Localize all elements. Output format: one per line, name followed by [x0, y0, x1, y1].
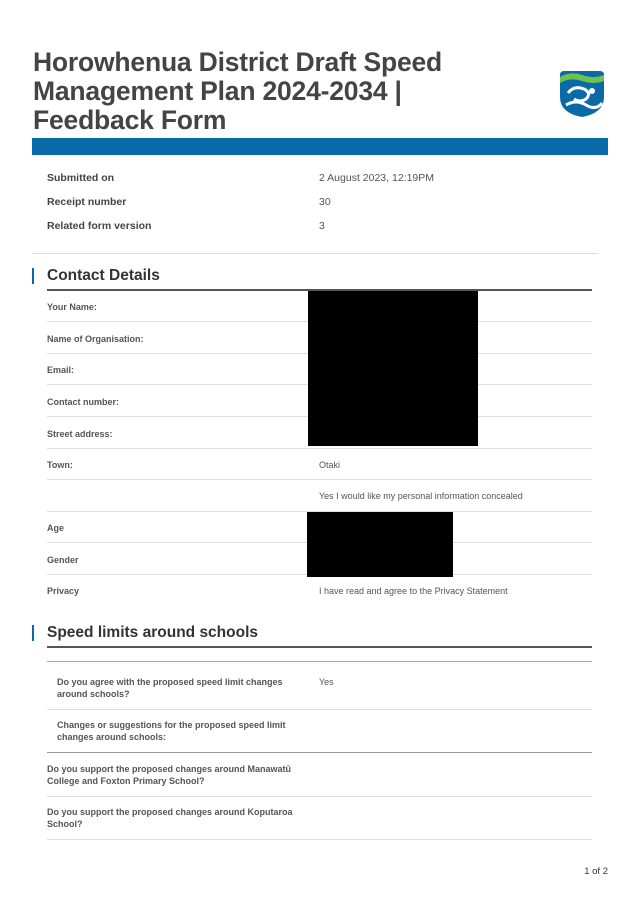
field-label-street-address: Street address: [47, 429, 113, 439]
meta-value: 2 August 2023, 12:19PM [319, 172, 435, 184]
question-label: Do you agree with the proposed speed limit changes around schools? [57, 677, 283, 699]
meta-label: Receipt number [47, 196, 127, 208]
row-divider [47, 796, 592, 797]
row-divider [47, 709, 592, 710]
meta-value: 30 [319, 196, 331, 208]
page-title: Horowhenua District Draft Speed Management Plan 2024-2034 | Feedback Form [33, 47, 443, 135]
redaction-block [308, 291, 478, 446]
field-label-email: Email: [47, 365, 75, 375]
field-label-contact-number: Contact number: [47, 397, 119, 407]
row-divider [47, 448, 592, 449]
section-marker [32, 625, 34, 641]
meta-label: Related form version [47, 220, 152, 232]
field-label-name: Your Name: [47, 302, 97, 312]
question-label: Changes or suggestions for the proposed speed limit changes around schools: [57, 720, 286, 742]
row-divider [47, 479, 592, 480]
field-label-gender: Gender [47, 555, 79, 565]
meta-label: Submitted on [47, 172, 115, 184]
divider [32, 253, 598, 254]
council-logo-icon [556, 67, 608, 119]
row-divider [47, 661, 592, 662]
section-title-schools: Speed limits around schools [47, 624, 259, 641]
page-number: 1 of 2 [584, 866, 608, 877]
section-rule [47, 646, 592, 648]
field-label-organisation: Name of Organisation: [47, 334, 144, 344]
row-divider [47, 752, 592, 753]
row-divider [47, 839, 592, 840]
meta-value: 3 [319, 220, 325, 232]
question-label: Do you support the proposed changes around Manawatū College and Foxton Primary School? [47, 764, 292, 786]
question-value: Yes [319, 677, 334, 687]
field-label-privacy: Privacy [47, 586, 80, 596]
field-value-privacy: I have read and agree to the Privacy Statement [319, 586, 508, 596]
field-label-town: Town: [47, 460, 73, 470]
field-label-age: Age [47, 523, 65, 533]
header-accent-bar [32, 138, 608, 155]
redaction-block [307, 512, 453, 577]
section-title-contact: Contact Details [47, 267, 160, 284]
field-value-town: Otaki [319, 460, 341, 470]
section-marker [32, 268, 34, 284]
question-label: Do you support the proposed changes around Koputaroa School? [47, 807, 293, 829]
field-value-conceal: Yes I would like my personal information concealed [319, 491, 523, 501]
